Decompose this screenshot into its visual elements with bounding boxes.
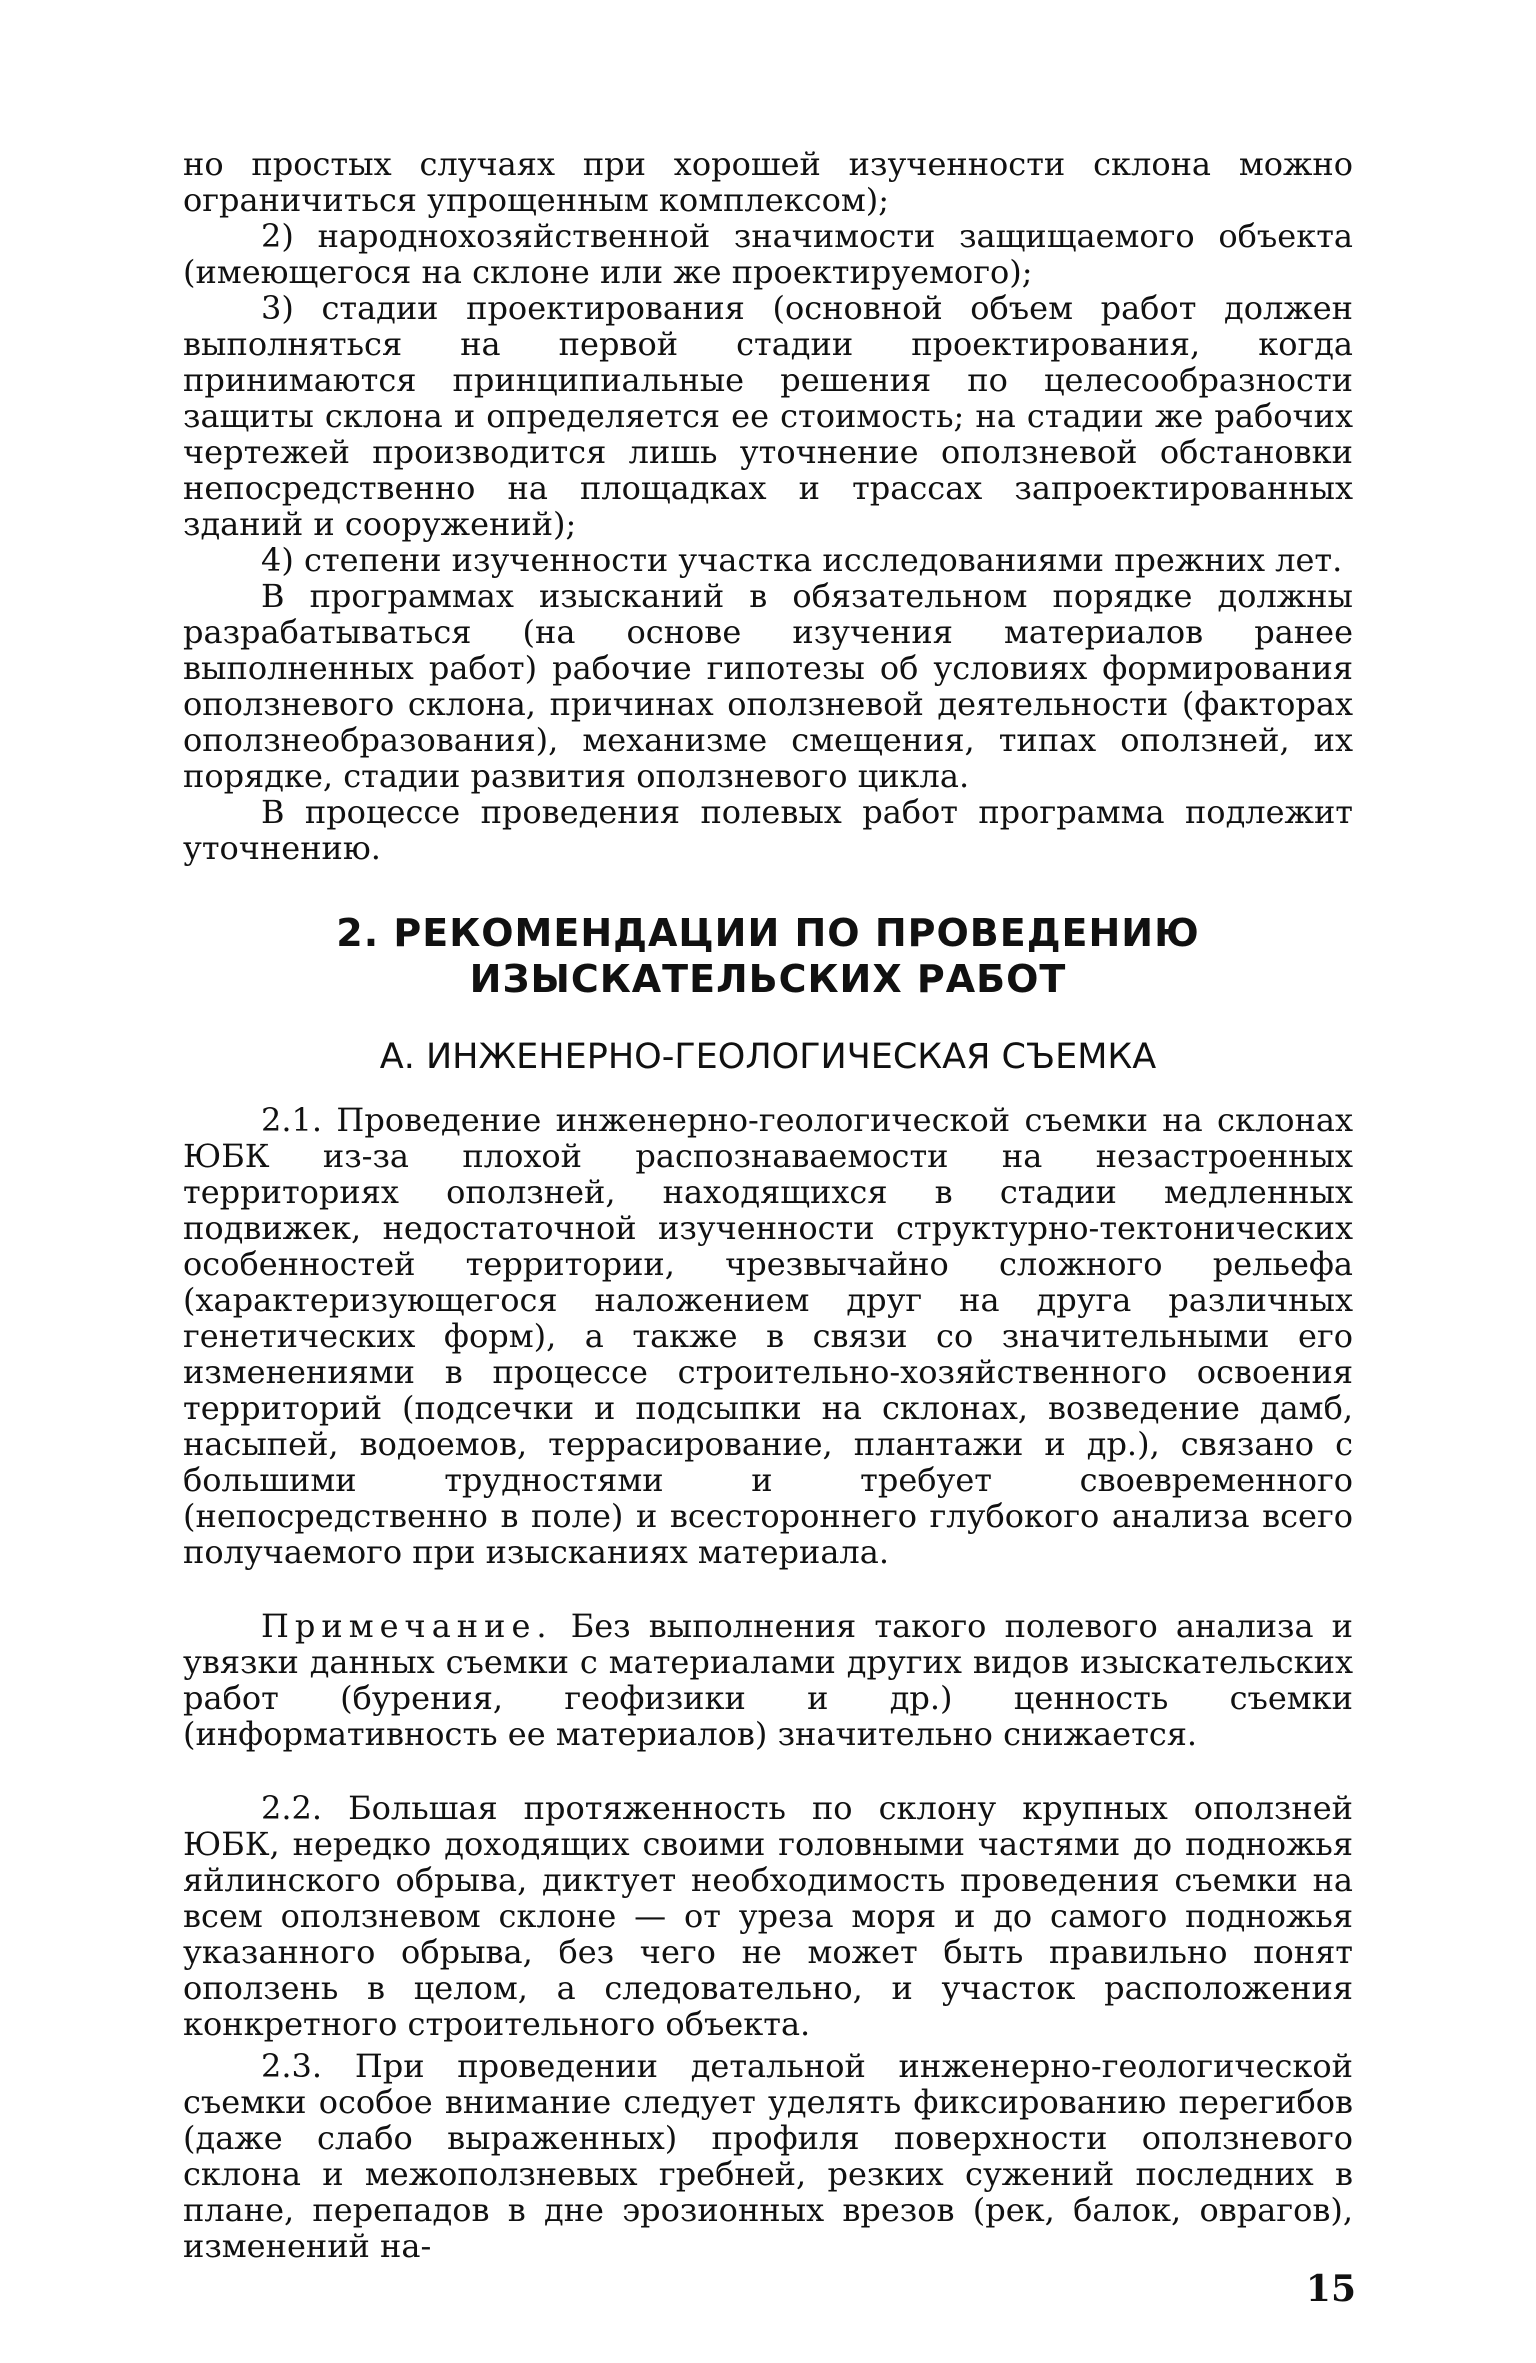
text-column [183, 146, 1353, 2264]
paragraph-continuation: но простых случаях при хорошей изученности склона можно ограничиться упрощенным комплексом); [183, 145, 1353, 219]
list-item-3: 3) стадии проектирования (основной объем работ должен выполняться на первой стадии проектирования, когда принимаются принципиальные решения по целесообразности защиты склона и определяется ее стоимость; на стадии же рабочих чертежей производится лишь уточнение оползневой обстановки непосредственно на площадках и трассах запроектированных зданий и сооружений); [183, 289, 1353, 543]
note-text: Без выполнения такого полевого анализа и увязки данных съемки с материалами других видов изыскательских работ (бурения, геофизики и др.) ценность съемки (информативность ее материалов) значительно снижается. [183, 1607, 1354, 1753]
section-heading-line1: 2. РЕКОМЕНДАЦИИ ПО ПРОВЕДЕНИЮ [336, 911, 1200, 955]
paragraph-2-3: 2.3. При проведении детальной инженерно-геологической съемки особое внимание следует уделять фиксированию перегибов (даже слабо выраженных) профиля поверхности оползневого склона и межоползневых гребней, резких сужений последних в плане, перепадов в дне эрозионных врезов (рек, балок, оврагов), изменений на- [183, 2047, 1353, 2265]
subsection-heading: А. ИНЖЕНЕРНО-ГЕОЛОГИЧЕСКАЯ СЪЕМКА [379, 1037, 1157, 1077]
page-number: 15 [1305, 2268, 1356, 2310]
list-item-2: 2) народнохозяйственной значимости защищаемого объекта (имеющегося на склоне или же проектируемого); [183, 217, 1353, 291]
note [183, 1608, 1353, 1752]
list-item-4: 4) степени изученности участка исследованиями прежних лет. [261, 541, 1343, 579]
paragraph-2-1: 2.1. Проведение инженерно-геологической съемки на склонах ЮБК из-за плохой распознаваемости на незастроенных территориях оползней, находящихся в стадии медленных подвижек, недостаточной изученности структурно-тектонических особенностей территории, чрезвычайно сложного рельефа (характеризующегося наложением друг на друга различных генетических форм), а также в связи со значительными его изменениями в процессе строительно-хозяйственного освоения территорий (подсечки и подсыпки на склонах, возведение дамб, насыпей, водоемов, террасирование, плантажи и др.), связано с большими трудностями и требует своевременного (непосредственно в поле) и всестороннего глубокого анализа всего получаемого при изысканиях материала. [183, 1101, 1353, 1571]
paragraph-programs: В программах изысканий в обязательном порядке должны разрабатываться (на основе изучения материалов ранее выполненных работ) рабочие гипотезы об условиях формирования оползневого склона, причинах оползневой деятельности (факторах оползнеобразования), механизме смещения, типах оползней, их порядке, стадии развития оползневого цикла. [183, 577, 1353, 795]
note-label: Примечание. [261, 1607, 553, 1645]
paragraph-field-work: В процессе проведения полевых работ программа подлежит уточнению. [183, 793, 1353, 867]
section-heading [183, 910, 1353, 1002]
section-heading-line2: ИЗЫСКАТЕЛЬСКИХ РАБОТ [469, 957, 1067, 1001]
paragraph-2-2: 2.2. Большая протяженность по склону крупных оползней ЮБК, нередко доходящих своими головными частями до подножья яйлинского обрыва, диктует необходимость проведения съемки на всем оползневом склоне — от уреза моря и до самого подножья указанного обрыва, без чего не может быть правильно понят оползень в целом, а следовательно, и участок расположения конкретного строительного объекта. [183, 1789, 1353, 2043]
